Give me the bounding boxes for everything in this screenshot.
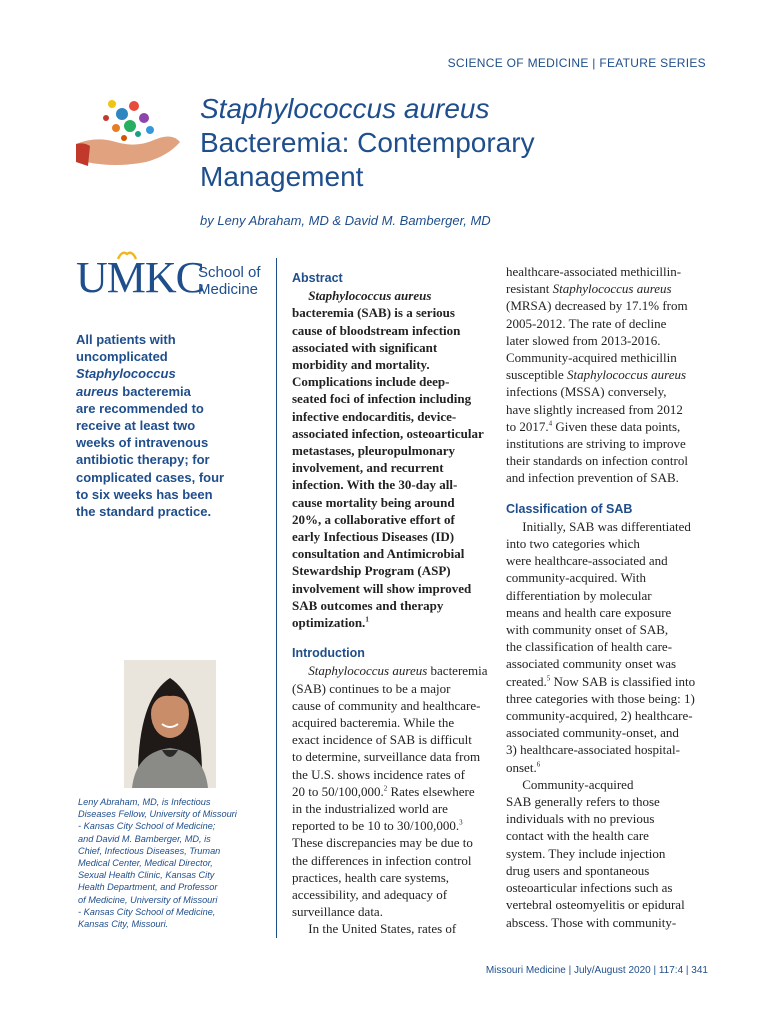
abstract-line: involvement will show improved [292,580,472,596]
abstract-line: early Infectious Diseases (ID) [292,529,455,545]
reference-mark: 4 [548,419,553,428]
abstract-line: bacteremia (SAB) is a serious [292,305,455,321]
pull-line [76,383,266,400]
abstract-line: 20%, a collaborative effort of [292,511,455,527]
body-line: system. They include injection [506,845,666,861]
reference-mark: 6 [536,760,541,769]
abstract-line: consultation and Antimicrobial [292,546,465,562]
body-line: differentiation by molecular [506,587,652,603]
article-title [200,92,720,194]
intro-line: exact incidence of SAB is difficult [292,732,472,748]
body-text: Community-acquired [522,776,634,792]
column-2 [506,263,716,931]
intro-line [292,920,498,937]
abstract-line: morbidity and mortality. [292,357,430,372]
intro-text: Rates elsewhere [387,783,475,799]
body-italic: Staphylococcus aureus [552,281,672,297]
body-line: their standards on infection control [506,453,688,469]
intro-italic: Staphylococcus aureus [308,663,428,679]
body-line: Community-acquired methicillin [506,350,677,366]
introduction-heading: Introduction [292,646,365,661]
body-line: associated community-onset, and [506,725,679,741]
body-line: institutions are striving to improve [506,436,686,452]
abstract-line: Stewardship Program (ASP) [292,563,451,579]
intro-text: In the United States, rates of [308,921,457,937]
classification-heading: Classification of SAB [506,501,633,516]
abstract-line: infection. With the 30-day all- [292,477,458,493]
caption-line: Sexual Health Clinic, Kansas City [78,870,215,881]
abstract-line: cause of bloodstream infection [292,322,461,338]
abstract-line: seated foci of infection including [292,391,472,407]
body-line: (MRSA) decreased by 17.1% from [506,298,688,314]
abstract-line: SAB outcomes and therapy [292,597,444,613]
umkc-logo [76,250,266,302]
pull-italic: Staphylococcus [76,366,176,382]
intro-line: acquired bacteremia. While the [292,715,455,731]
body-line: later slowed from 2013-2016. [506,332,661,348]
abstract-line: Complications include deep- [292,374,450,390]
body-line: means and health care exposure [506,604,672,620]
caption-line: and David M. Bamberger, MD, is [78,833,211,844]
body-line: were healthcare-associated and [506,553,668,569]
intro-text: bacteremia [427,663,488,679]
body-line [506,280,716,297]
column-divider [276,258,277,938]
body-line: 2005-2012. The rate of decline [506,315,667,331]
intro-line [292,662,498,679]
title-line-3: Management [200,161,364,192]
body-line: into two categories which [506,536,640,552]
intro-line: (SAB) continues to be a major [292,680,451,696]
caption-line: Kansas City, Missouri. [78,919,169,930]
body-line [506,366,716,383]
caption-line: Health Department, and Professor [78,882,218,893]
body-text: resistant [506,281,553,297]
reference-mark: 5 [546,674,551,683]
body-line: and infection prevention of SAB. [506,470,679,486]
title-line-1: Staphylococcus aureus [200,93,490,124]
body-text: Now SAB is classified into [550,673,696,689]
abstract-line: infective endocarditis, device- [292,408,457,424]
body-line: SAB generally refers to those [506,794,660,810]
intro-line: accessibility, and adequacy of [292,887,448,903]
body-text: to 2017. [506,418,549,434]
pull-line: complicated cases, four [76,469,225,485]
intro-line: the U.S. shows incidence rates of [292,766,465,782]
reference-mark: 2 [383,784,388,793]
intro-line: These discrepancies may be due to [292,835,473,851]
hand-with-pills-illustration [76,92,184,168]
intro-text: 20 to 50/100,000. [292,783,384,799]
pull-line: are recommended to [76,400,204,416]
pull-line: receive at least two [76,418,196,434]
intro-text: reported to be 10 to 30/100,000. [292,818,460,834]
body-line: healthcare-associated methicillin- [506,264,682,279]
abstract-italic: Staphylococcus aureus [308,288,432,304]
body-line: have slightly increased from 2012 [506,401,683,417]
abstract-heading: Abstract [292,271,343,285]
body-line: infections (MSSA) conversely, [506,384,667,400]
abstract-text: optimization. [292,615,366,631]
body-line: 3) healthcare-associated hospital- [506,742,680,758]
body-line: abscess. Those with community- [506,914,677,930]
body-text: Given these data points, [552,418,681,434]
intro-line [292,783,498,800]
body-text: created. [506,673,547,689]
abstract-line: associated infection, osteoarticular [292,425,484,441]
pull-line: weeks of intravenous [76,435,209,451]
logo-school-line-2: Medicine [198,281,259,298]
pull-line: All patients with [76,332,176,347]
body-line: three categories with those being: 1) [506,690,695,706]
abstract-line: associated with significant [292,339,438,355]
body-line: individuals with no previous [506,811,655,827]
body-line: vertebral osteomyelitis or epidural [506,897,685,913]
intro-line: the differences in infection control [292,852,472,868]
caption-line: - Kansas City School of Medicine; [78,821,216,832]
caption-line: Diseases Fellow, University of Missouri [78,809,237,820]
abstract-line: metastases, pleuropulmonary [292,443,455,459]
body-line [506,518,716,535]
body-line: drug users and spontaneous [506,862,650,878]
caption-line: Chief, Infectious Diseases, Truman [78,845,221,856]
intro-line: in the industrialized world are [292,801,448,817]
intro-line: surveillance data. [292,904,383,920]
body-line: contact with the health care [506,828,649,844]
abstract-line [292,614,498,631]
pull-line: to six weeks has been [76,486,213,502]
body-line [506,759,716,776]
logo-wordmark: UMKC [76,253,205,302]
pull-quote [76,331,266,520]
pull-italic: aureus [76,383,119,399]
series-label: SCIENCE OF MEDICINE | FEATURE SERIES [447,56,706,70]
logo-school-name [198,264,261,298]
body-italic: Staphylococcus aureus [567,367,687,383]
pull-line: the standard practice. [76,504,212,520]
body-line: community-acquired, 2) healthcare- [506,708,693,724]
body-line [506,418,716,435]
intro-line [292,817,498,834]
body-line: the classification of health care- [506,639,673,655]
body-line: associated community onset was [506,656,677,672]
body-text: susceptible [506,367,568,383]
intro-line: practices, health care systems, [292,869,450,885]
author-photo [124,660,216,788]
pull-text: bacteremia [118,383,191,399]
column-1 [292,270,498,938]
intro-line: to determine, surveillance data from [292,749,481,765]
body-line [506,776,716,793]
abstract-line [292,287,498,304]
body-line: community-acquired. With [506,570,647,586]
abstract-line: involvement, and recurrent [292,460,444,476]
body-text: onset. [506,759,537,775]
byline: by Leny Abraham, MD & David M. Bamberger, MD [200,213,491,228]
body-text: Initially, SAB was differentiated [522,518,691,534]
page-footer: Missouri Medicine | July/August 2020 | 117:4 | 341 [485,965,708,976]
title-line-2: Bacteremia: Contemporary [200,127,535,158]
pull-line: uncomplicated [76,349,168,365]
caption-line: Leny Abraham, MD, is Infectious [78,797,211,807]
abstract-line: cause mortality being around [292,494,455,510]
logo-school-line-1: School of [198,264,261,281]
pull-line: antibiotic therapy; for [76,452,210,468]
intro-line: cause of community and healthcare- [292,697,481,713]
pull-line [76,365,266,382]
reference-mark: 3 [459,818,463,827]
reference-mark: 1 [365,615,369,624]
body-line: with community onset of SAB, [506,622,669,638]
body-line: osteoarticular infections such as [506,880,673,896]
caption-line: - Kansas City School of Medicine, [78,906,216,917]
body-line [506,673,716,690]
caption-line: of Medicine, University of Missouri [78,894,218,905]
author-caption [78,796,268,930]
caption-line: Medical Center, Medical Director, [78,858,213,869]
